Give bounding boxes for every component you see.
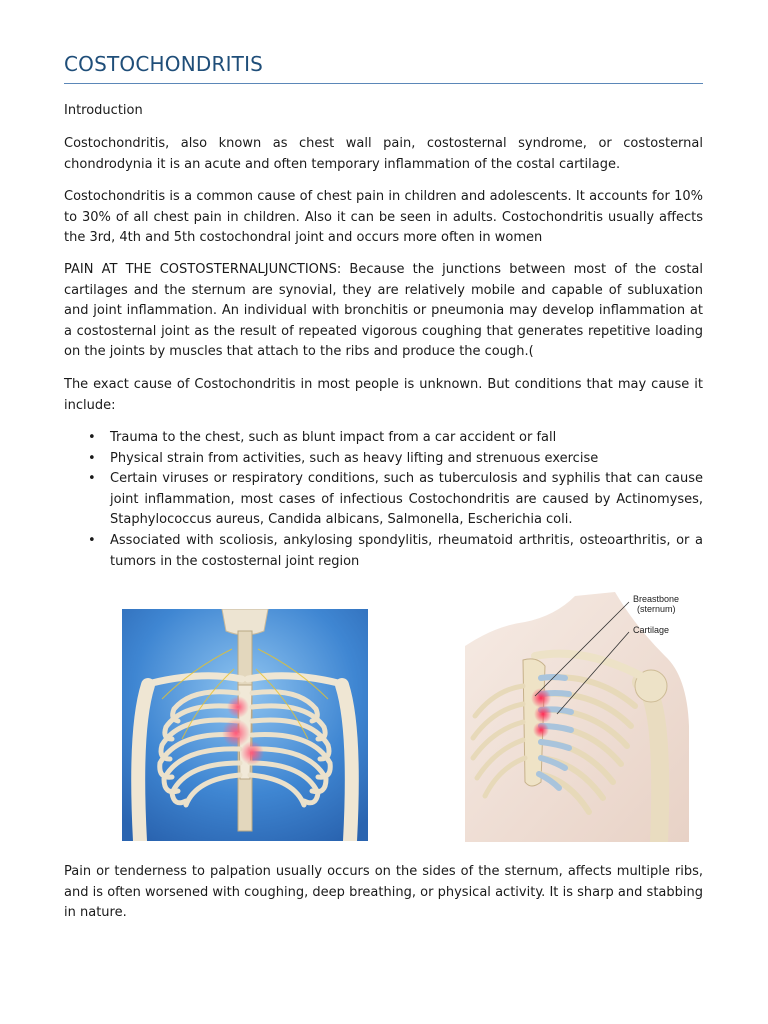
list-item (64, 531, 703, 572)
paragraph-junctions: PAIN AT THE COSTOSTERNALJUNCTIONS: Because the junctions between most of the costal cartilages and the sternum are synovial, they are relatively mobile and capable of subluxation and joint inflammation. An individual with bronchitis or pneumonia may develop inflammation at a costosternal joint as the result of repeated vigorous coughing that generates repetitive loading on the joints by muscles that attach to the ribs and produce the cough.( (64, 262, 703, 360)
list-item (64, 428, 703, 449)
bullet-icon: • (88, 450, 96, 466)
title-rule (64, 83, 703, 84)
list-item-text: Trauma to the chest, such as blunt impact from a car accident or fall (110, 430, 557, 445)
causes-list (64, 428, 703, 572)
bullet-icon: • (88, 532, 96, 548)
paragraph-definition: Costochondritis, also known as chest wall pain, costosternal syndrome, or costosternal chondrodynia it is an acute and often temporary inflammation of the costal cartilage. (64, 136, 703, 172)
ribcage-illustration-blue (122, 609, 368, 841)
label-breastbone: Breastbone (633, 594, 680, 604)
bullet-icon: • (88, 471, 96, 487)
list-item-text: Certain viruses or respiratory conditions, such as tuberculosis and syphilis that can cause joint inflammation, most cases of infectious Costochondritis are caused by Actinomyses, Staphylococcus aureus, Candida albicans, Salmonella, Escherichia coli. (110, 471, 703, 528)
paragraph-prevalence: Costochondritis is a common cause of chest pain in children and adolescents. It accounts for 10% to 30% of all chest pain in children. Also it can be seen in adults. Costochondritis usually affects the 3rd, 4th and 5th costochondral joint and occurs more often in women (64, 189, 703, 246)
list-item-text: Physical strain from activities, such as heavy lifting and strenuous exercise (110, 450, 599, 466)
page-title: COSTOCHONDRITIS (64, 52, 264, 76)
list-item (64, 469, 703, 531)
label-cartilage: Cartilage (633, 625, 670, 635)
label-sternum: (sternum) (637, 604, 676, 614)
list-item (64, 449, 703, 470)
paragraph-symptoms: Pain or tenderness to palpation usually occurs on the sides of the sternum, affects multiple ribs, and is often worsened with coughing, deep breathing, or physical activity. It is sharp and stabbing in nature. (64, 864, 703, 921)
list-item-text: Associated with scoliosis, ankylosing spondylitis, rheumatoid arthritis, osteoarthritis, or a tumors in the costosternal joint region (110, 532, 703, 569)
paragraph-causes-intro: The exact cause of Costochondritis in most people is unknown. But conditions that may cause it include: (64, 377, 703, 413)
bullet-icon: • (88, 430, 96, 445)
ribcage-illustration-labeled (465, 586, 691, 842)
intro-heading: Introduction (64, 103, 143, 118)
